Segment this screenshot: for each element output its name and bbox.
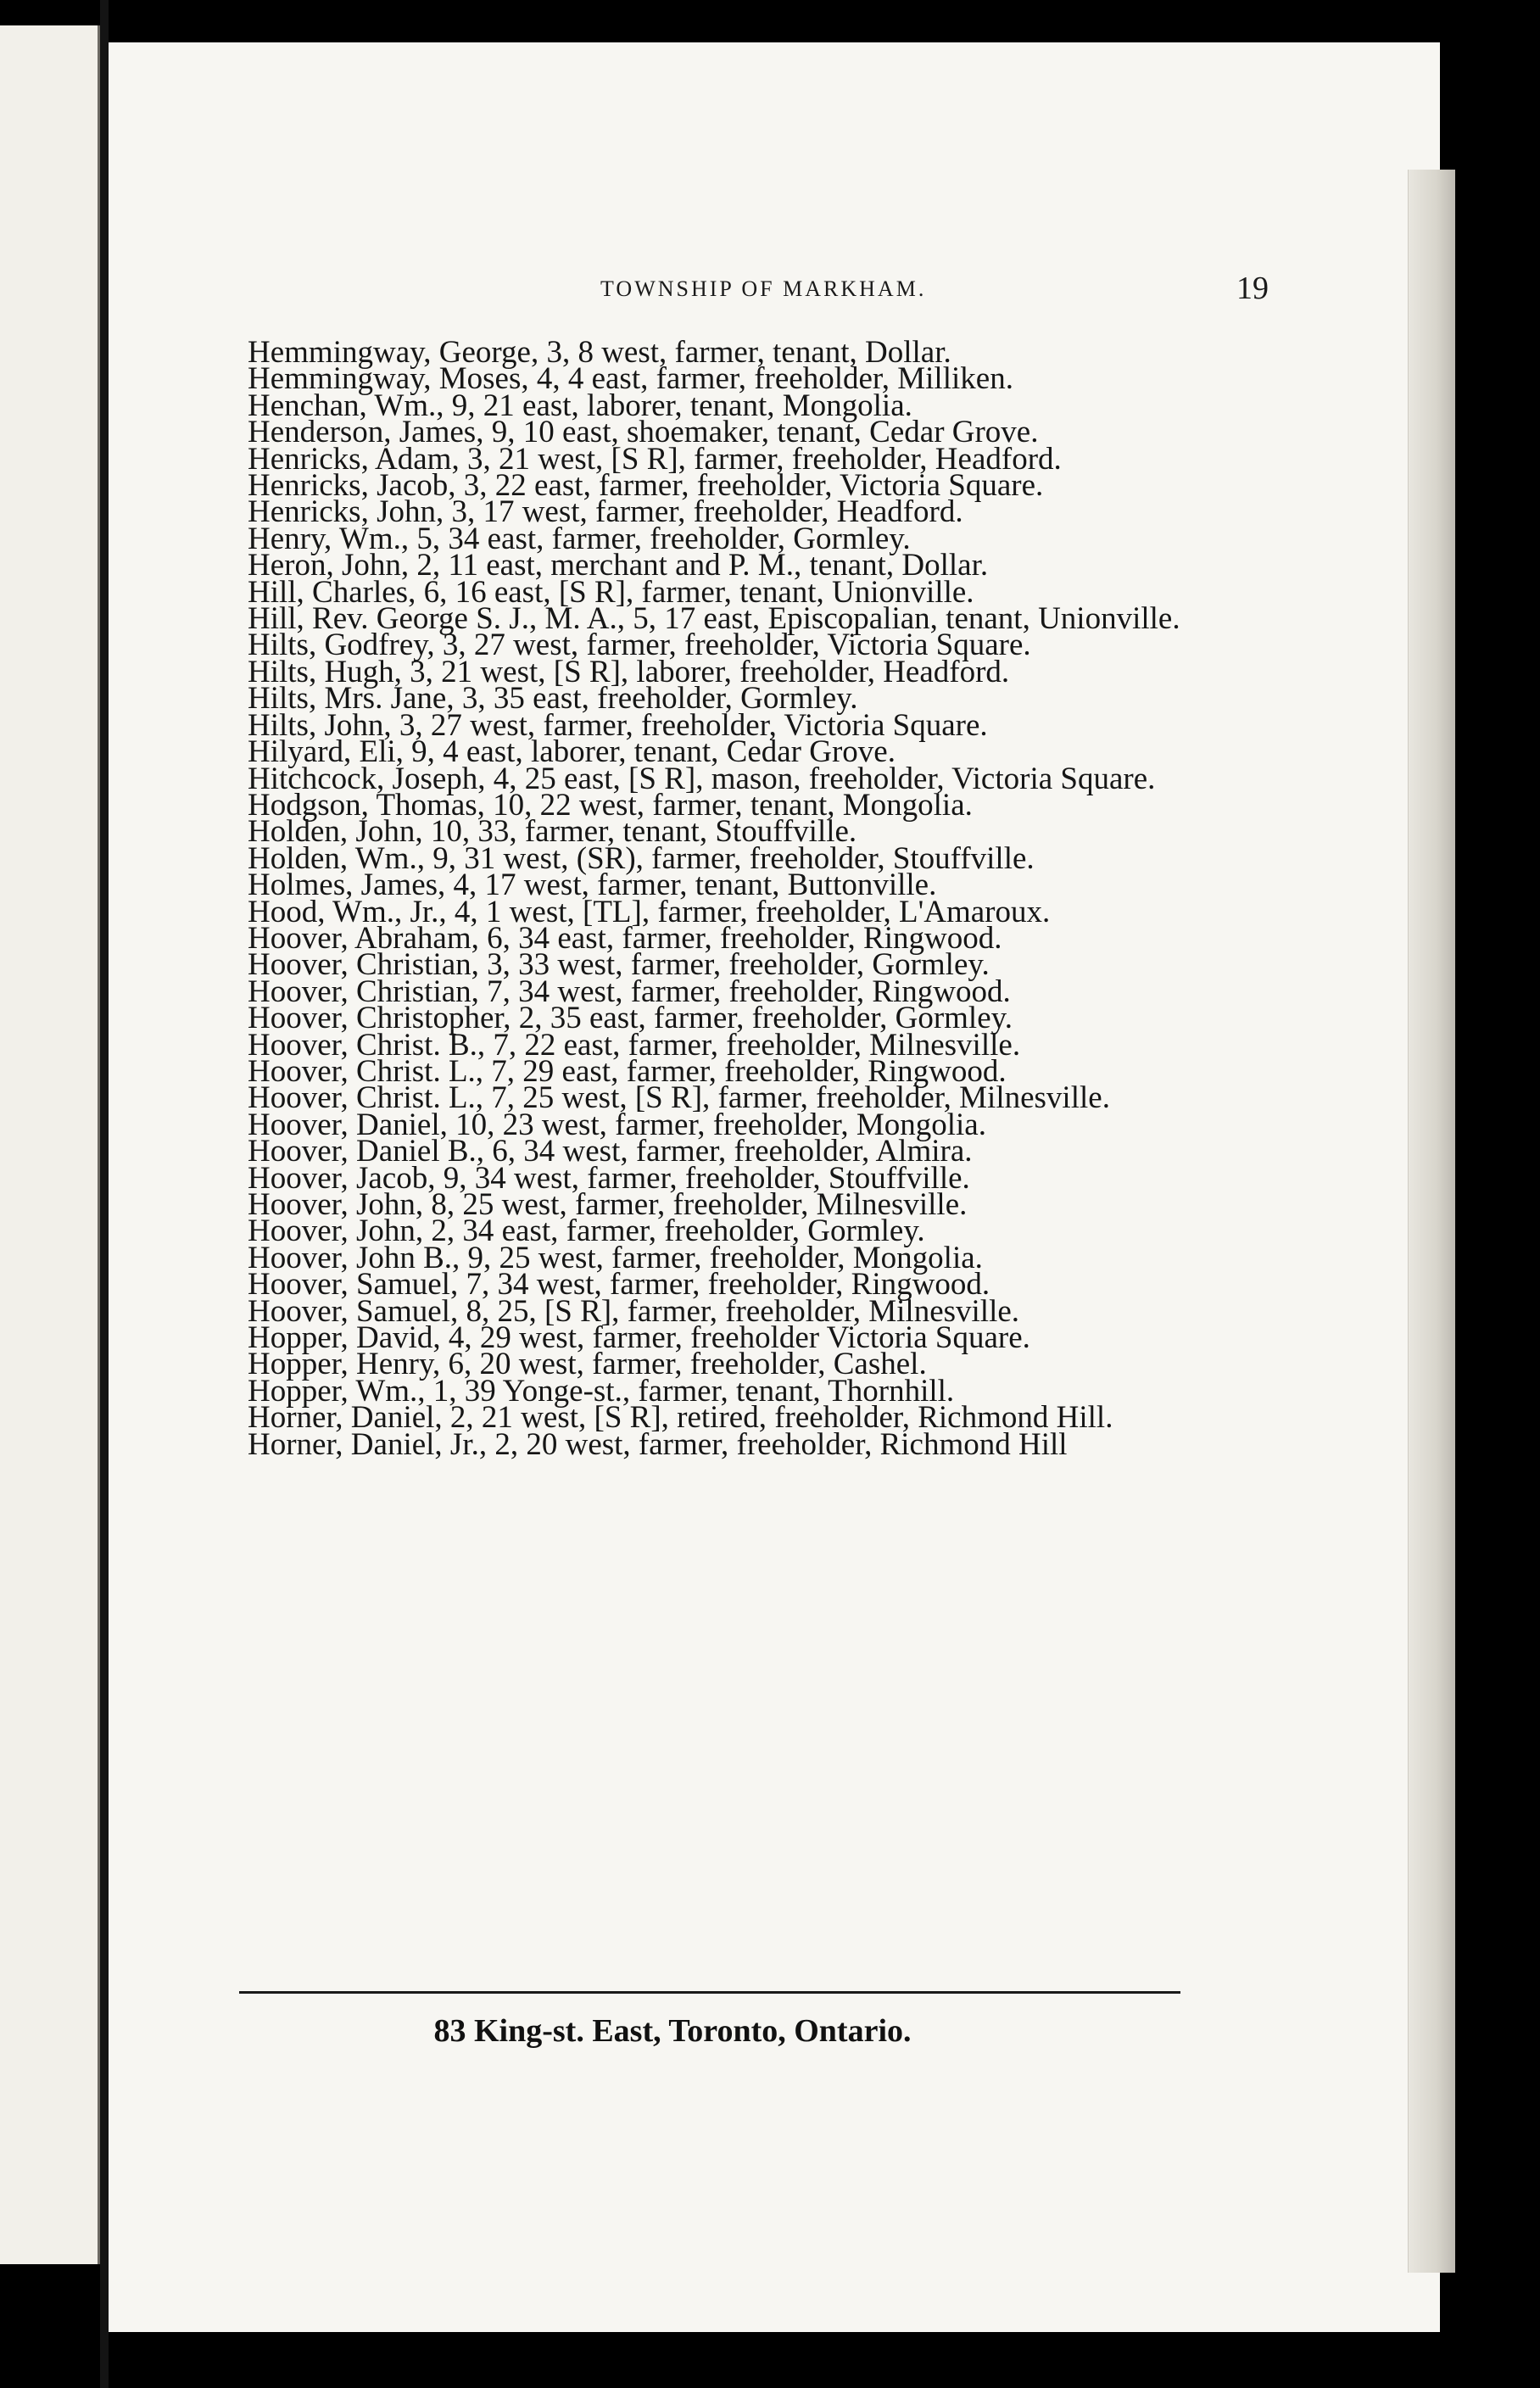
directory-entry: Hoover, John, 2, 34 east, farmer, freeholder, Gormley. <box>248 1214 925 1249</box>
directory-entry: Hopper, Wm., 1, 39 Yonge-st., farmer, tenant, Thornhill. <box>248 1373 955 1409</box>
footer-rule <box>239 1991 1180 1994</box>
directory-entry: Hoover, Christopher, 2, 35 east, farmer, freeholder, Gormley. <box>248 1001 1013 1036</box>
directory-entry: Horner, Daniel, 2, 21 west, [S R], retired, freeholder, Richmond Hill. <box>248 1400 1113 1436</box>
running-head <box>109 270 1440 321</box>
directory-entry: Henricks, Adam, 3, 21 west, [S R], farmer, freeholder, Headford. <box>248 441 1062 477</box>
directory-entry: Henchan, Wm., 9, 21 east, laborer, tenant, Mongolia. <box>248 388 912 423</box>
directory-entry: Hemmingway, Moses, 4, 4 east, farmer, freeholder, Milliken. <box>248 361 1013 397</box>
directory-entry: Henderson, James, 9, 10 east, shoemaker, tenant, Cedar Grove. <box>248 415 1039 450</box>
directory-entry: Hoover, Christian, 7, 34 west, farmer, freeholder, Ringwood. <box>248 974 1011 1009</box>
directory-entry: Hoover, John, 8, 25 west, farmer, freeholder, Milnesville. <box>248 1187 968 1222</box>
page-number: 19 <box>1236 271 1269 306</box>
directory-entry: Hopper, David, 4, 29 west, farmer, freeholder Victoria Square. <box>248 1320 1030 1356</box>
directory-entry: Hilts, Godfrey, 3, 27 west, farmer, freeholder, Victoria Square. <box>248 628 1031 663</box>
directory-entry: Hoover, John B., 9, 25 west, farmer, freeholder, Mongolia. <box>248 1240 983 1275</box>
directory-entry: Hoover, Samuel, 7, 34 west, farmer, freeholder, Ringwood. <box>248 1267 990 1303</box>
book-gutter <box>100 0 109 2388</box>
facing-page-edge <box>0 25 100 2264</box>
directory-entry: Holmes, James, 4, 17 west, farmer, tenant, Buttonville. <box>248 868 937 903</box>
directory-entry: Holden, Wm., 9, 31 west, (SR), farmer, freeholder, Stouffville. <box>248 840 1035 876</box>
directory-entry: Hitchcock, Joseph, 4, 25 east, [S R], mason, freeholder, Victoria Square. <box>248 761 1156 796</box>
directory-entries <box>248 335 1265 1976</box>
directory-entry: Hoover, Jacob, 9, 34 west, farmer, freeholder, Stouffville. <box>248 1160 970 1196</box>
page-stack-edge <box>1408 170 1455 2273</box>
footer-address: 83 King-st. East, Toronto, Ontario. <box>433 2013 912 2049</box>
directory-entry: Hill, Charles, 6, 16 east, [S R], farmer, tenant, Unionville. <box>248 574 974 610</box>
directory-entry: Hood, Wm., Jr., 4, 1 west, [TL], farmer, freeholder, L'Amaroux. <box>248 894 1051 929</box>
directory-entry: Henry, Wm., 5, 34 east, farmer, freeholder, Gormley. <box>248 521 911 556</box>
directory-entry: Hoover, Samuel, 8, 25, [S R], farmer, freeholder, Milnesville. <box>248 1293 1020 1329</box>
directory-entry: Hoover, Christ. L., 7, 29 east, farmer, freeholder, Ringwood. <box>248 1053 1007 1089</box>
directory-entry: Heron, John, 2, 11 east, merchant and P. M., tenant, Dollar. <box>248 548 989 583</box>
directory-entry: Henricks, John, 3, 17 west, farmer, freeholder, Headford. <box>248 494 963 530</box>
directory-entry: Hilts, Mrs. Jane, 3, 35 east, freeholder, Gormley. <box>248 681 858 717</box>
directory-entry: Hilts, Hugh, 3, 21 west, [S R], laborer, freeholder, Headford. <box>248 654 1010 689</box>
directory-entry: Hoover, Christ. L., 7, 25 west, [S R], farmer, freeholder, Milnesville. <box>248 1080 1110 1116</box>
directory-entry: Hoover, Daniel, 10, 23 west, farmer, freeholder, Mongolia. <box>248 1107 986 1142</box>
directory-entry: Hemmingway, George, 3, 8 west, farmer, tenant, Dollar. <box>248 335 951 370</box>
directory-entry: Henricks, Jacob, 3, 22 east, farmer, freeholder, Victoria Square. <box>248 468 1044 504</box>
directory-entry: Hoover, Daniel B., 6, 34 west, farmer, freeholder, Almira. <box>248 1134 973 1169</box>
directory-entry: Hoover, Christian, 3, 33 west, farmer, freeholder, Gormley. <box>248 947 990 983</box>
directory-entry: Hilts, John, 3, 27 west, farmer, freeholder, Victoria Square. <box>248 707 988 743</box>
directory-entry: Holden, John, 10, 33, farmer, tenant, Stouffville. <box>248 814 857 850</box>
directory-entry: Horner, Daniel, Jr., 2, 20 west, farmer, freeholder, Richmond Hill <box>248 1426 1068 1462</box>
directory-entry: Hilyard, Eli, 9, 4 east, laborer, tenant, Cedar Grove. <box>248 734 896 770</box>
directory-entry: Hill, Rev. George S. J., M. A., 5, 17 east, Episcopalian, tenant, Unionville. <box>248 601 1180 637</box>
directory-entry: Hoover, Abraham, 6, 34 east, farmer, freeholder, Ringwood. <box>248 920 1002 956</box>
directory-entry: Hopper, Henry, 6, 20 west, farmer, freeholder, Cashel. <box>248 1347 927 1382</box>
directory-entry: Hoover, Christ. B., 7, 22 east, farmer, freeholder, Milnesville. <box>248 1027 1021 1063</box>
running-head-title: TOWNSHIP OF MARKHAM. <box>600 276 927 301</box>
directory-entry: Hodgson, Thomas, 10, 22 west, farmer, tenant, Mongolia. <box>248 787 973 823</box>
